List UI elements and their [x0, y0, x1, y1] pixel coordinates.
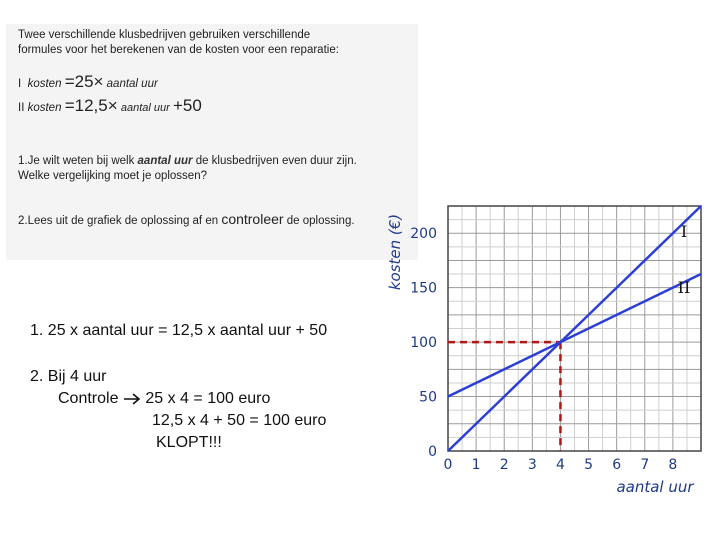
formula-2-number: II [18, 102, 25, 114]
series-label-1: I [680, 222, 688, 241]
x-tick-label: 8 [668, 457, 678, 473]
answer-2-conclusion: KLOPT!!! [156, 434, 222, 451]
question-1-pre: 1.Je wilt weten bij welk [18, 155, 138, 167]
x-tick-label: 4 [555, 457, 565, 473]
formula-1-variable: kosten [27, 78, 62, 90]
question-2-post: de oplossing. [283, 215, 355, 227]
answer-1: 1. 25 x aantal uur = 12,5 x aantal uur + 50 [30, 322, 328, 339]
question-1-emphasis: aantal uur [137, 155, 193, 167]
formula-2 [18, 98, 202, 116]
question-1-post: de klusbedrijven even duur zijn. [192, 155, 357, 167]
series-label-2: II [677, 278, 691, 298]
formula-2-rest: aantal uur [120, 102, 170, 114]
arrow-right-icon [123, 393, 141, 405]
x-tick-label: 6 [612, 457, 622, 473]
question-2-pre: 2.Lees uit de grafiek de oplossing af en [18, 215, 222, 227]
question-box [6, 24, 418, 260]
y-tick-label: 100 [410, 335, 437, 352]
formula-1 [18, 74, 158, 92]
formula-2-factor: =12,5× [64, 96, 118, 115]
y-tick-label: 0 [428, 444, 437, 460]
answer-2-check-calc-1: 25 x 4 = 100 euro [140, 390, 271, 407]
formula-1-factor: =25× [64, 72, 104, 91]
y-tick-label: 150 [410, 280, 437, 297]
answer-2-check-label: Controle [58, 390, 123, 407]
question-2 [18, 212, 355, 229]
intro-line-2: formules voor het berekenen van de kosten voor een reparatie: [18, 44, 339, 56]
formula-1-number: I [18, 78, 22, 90]
formula-1-rest: aantal uur [106, 78, 158, 90]
x-tick-label: 3 [527, 457, 537, 473]
x-tick-label: 5 [584, 457, 594, 473]
y-tick-label: 50 [419, 389, 437, 406]
answer-2: 2. Bij 4 uur [30, 368, 107, 385]
x-tick-label: 2 [499, 457, 509, 473]
y-tick-label: 200 [410, 226, 437, 243]
x-tick-label: 7 [640, 457, 650, 473]
question-1-line-2: Welke vergelijking moet je oplossen? [18, 170, 207, 182]
cost-chart [380, 200, 710, 500]
y-axis-label: kosten (€) [386, 213, 404, 291]
intro-line-1: Twee verschillende klusbedrijven gebruiken verschillende [18, 29, 311, 41]
question-2-emphasis: controleer [221, 211, 284, 227]
question-1 [18, 154, 357, 169]
formula-2-variable: kosten [27, 102, 62, 114]
x-tick-label: 0 [443, 457, 453, 473]
answer-2-check-calc-2: 12,5 x 4 + 50 = 100 euro [152, 412, 327, 429]
x-tick-label: 1 [471, 457, 481, 473]
answer-2-check [58, 390, 270, 408]
formula-2-plus: +50 [172, 96, 202, 115]
x-axis-label: aantal uur [616, 478, 694, 496]
